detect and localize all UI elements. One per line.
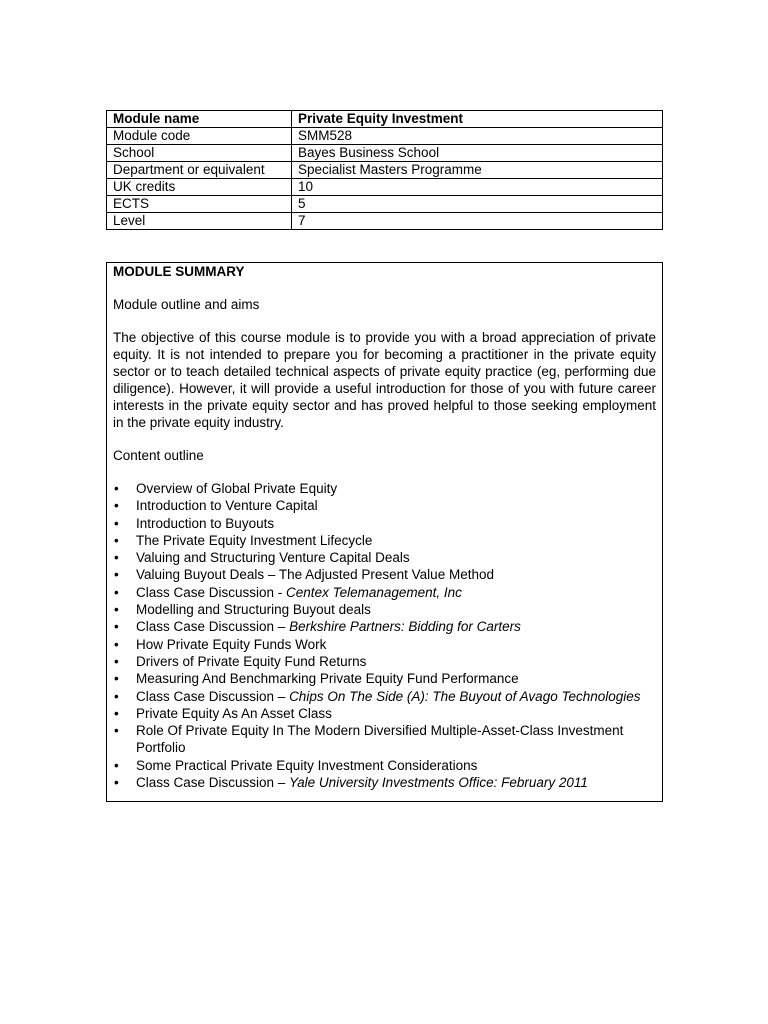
spacer	[113, 280, 656, 296]
list-item-text: Drivers of Private Equity Fund Returns	[136, 653, 367, 669]
row-label: Department or equivalent	[107, 162, 292, 179]
bullet-icon: •	[114, 688, 119, 704]
row-label: Level	[107, 213, 292, 230]
bullet-icon: •	[114, 515, 119, 531]
row-value: Bayes Business School	[292, 145, 663, 162]
content-heading: Content outline	[113, 448, 204, 463]
bullet-icon: •	[114, 619, 119, 635]
list-item	[113, 480, 656, 497]
bullet-icon: •	[114, 705, 119, 721]
row-label: School	[107, 145, 292, 162]
table-row	[107, 213, 663, 230]
module-summary-box	[106, 262, 663, 802]
bullet-icon: •	[114, 498, 119, 514]
spacer	[113, 313, 656, 329]
bullet-icon: •	[114, 584, 119, 600]
list-item	[113, 601, 656, 618]
row-value: 10	[292, 179, 663, 196]
table-row	[107, 179, 663, 196]
list-item-text: Class Case Discussion –	[136, 688, 290, 704]
table-row	[107, 162, 663, 179]
list-item-text: Class Case Discussion –	[136, 775, 290, 791]
objective-paragraph: The objective of this course module is to provide you with a broad appreciation of private equity. It is not intended to prepare you for becoming a practitioner in the private equity sector or to teach detailed technical aspects of private equity practice (eg, performing due diligence). However, it will provide a useful introduction for those of you with future career interests in the private equity sector and has proved helpful to those seeking employment in the private equity industry.	[113, 330, 656, 430]
bullet-icon: •	[114, 757, 119, 773]
row-value: Private Equity Investment	[292, 111, 663, 128]
list-item-text: Measuring And Benchmarking Private Equity Fund Performance	[136, 671, 519, 687]
list-item	[113, 584, 656, 601]
outline-heading: Module outline and aims	[113, 297, 260, 312]
list-item	[113, 497, 656, 514]
bullet-icon: •	[114, 602, 119, 618]
bullet-icon: •	[114, 653, 119, 669]
case-title: Centex Telemanagement, Inc	[286, 584, 462, 600]
row-value: SMM528	[292, 128, 663, 145]
list-item-text: Valuing Buyout Deals – The Adjusted Present Value Method	[136, 567, 494, 583]
row-value: 7	[292, 213, 663, 230]
list-item	[113, 757, 656, 774]
table-row	[107, 196, 663, 213]
summary-heading: MODULE SUMMARY	[113, 264, 245, 279]
bullet-icon: •	[114, 481, 119, 496]
row-label: ECTS	[107, 196, 292, 213]
list-item	[113, 688, 656, 705]
list-item-text: Introduction to Buyouts	[136, 515, 275, 531]
list-item-text: Role Of Private Equity In The Modern Diversified Multiple-Asset-Class Investment Portfolio	[136, 723, 624, 756]
spacer	[113, 431, 656, 447]
list-item	[113, 515, 656, 532]
module-info-table	[106, 110, 663, 230]
spacer	[113, 464, 656, 480]
bullet-icon: •	[114, 550, 119, 566]
list-item	[113, 670, 656, 687]
list-item	[113, 618, 656, 635]
list-item-text: The Private Equity Investment Lifecycle	[136, 532, 373, 548]
case-title: Chips On The Side (A): The Buyout of Avago Technologies	[289, 688, 641, 704]
list-item	[113, 774, 656, 791]
list-item	[113, 705, 656, 722]
bullet-icon: •	[114, 775, 119, 791]
list-item-text: How Private Equity Funds Work	[136, 636, 327, 652]
list-item	[113, 566, 656, 583]
list-item-text: Private Equity As An Asset Class	[136, 705, 332, 721]
row-value: Specialist Masters Programme	[292, 162, 663, 179]
module-info-table-body	[107, 111, 663, 230]
list-item	[113, 532, 656, 549]
list-item-text: Class Case Discussion -	[136, 584, 287, 600]
list-item-text: Some Practical Private Equity Investment Considerations	[136, 757, 478, 773]
table-row	[107, 128, 663, 145]
bullet-icon: •	[114, 567, 119, 583]
list-item-text: Valuing and Structuring Venture Capital Deals	[136, 550, 410, 566]
list-item	[113, 653, 656, 670]
table-row	[107, 145, 663, 162]
row-label: UK credits	[107, 179, 292, 196]
list-item	[113, 549, 656, 566]
list-item-text: Overview of Global Private Equity	[136, 481, 338, 496]
list-item	[113, 722, 656, 757]
bullet-icon: •	[114, 636, 119, 652]
row-label: Module name	[107, 111, 292, 128]
table-row	[107, 111, 663, 128]
list-item-text: Modelling and Structuring Buyout deals	[136, 602, 371, 618]
bullet-icon: •	[114, 723, 119, 739]
list-item	[113, 636, 656, 653]
list-item-text: Introduction to Venture Capital	[136, 498, 318, 514]
list-item-text: Class Case Discussion –	[136, 619, 290, 635]
row-label: Module code	[107, 128, 292, 145]
case-title: Yale University Investments Office: February 2011	[289, 775, 588, 791]
content-outline-list	[113, 480, 656, 791]
bullet-icon: •	[114, 532, 119, 548]
row-value: 5	[292, 196, 663, 213]
bullet-icon: •	[114, 671, 119, 687]
case-title: Berkshire Partners: Bidding for Carters	[289, 619, 521, 635]
